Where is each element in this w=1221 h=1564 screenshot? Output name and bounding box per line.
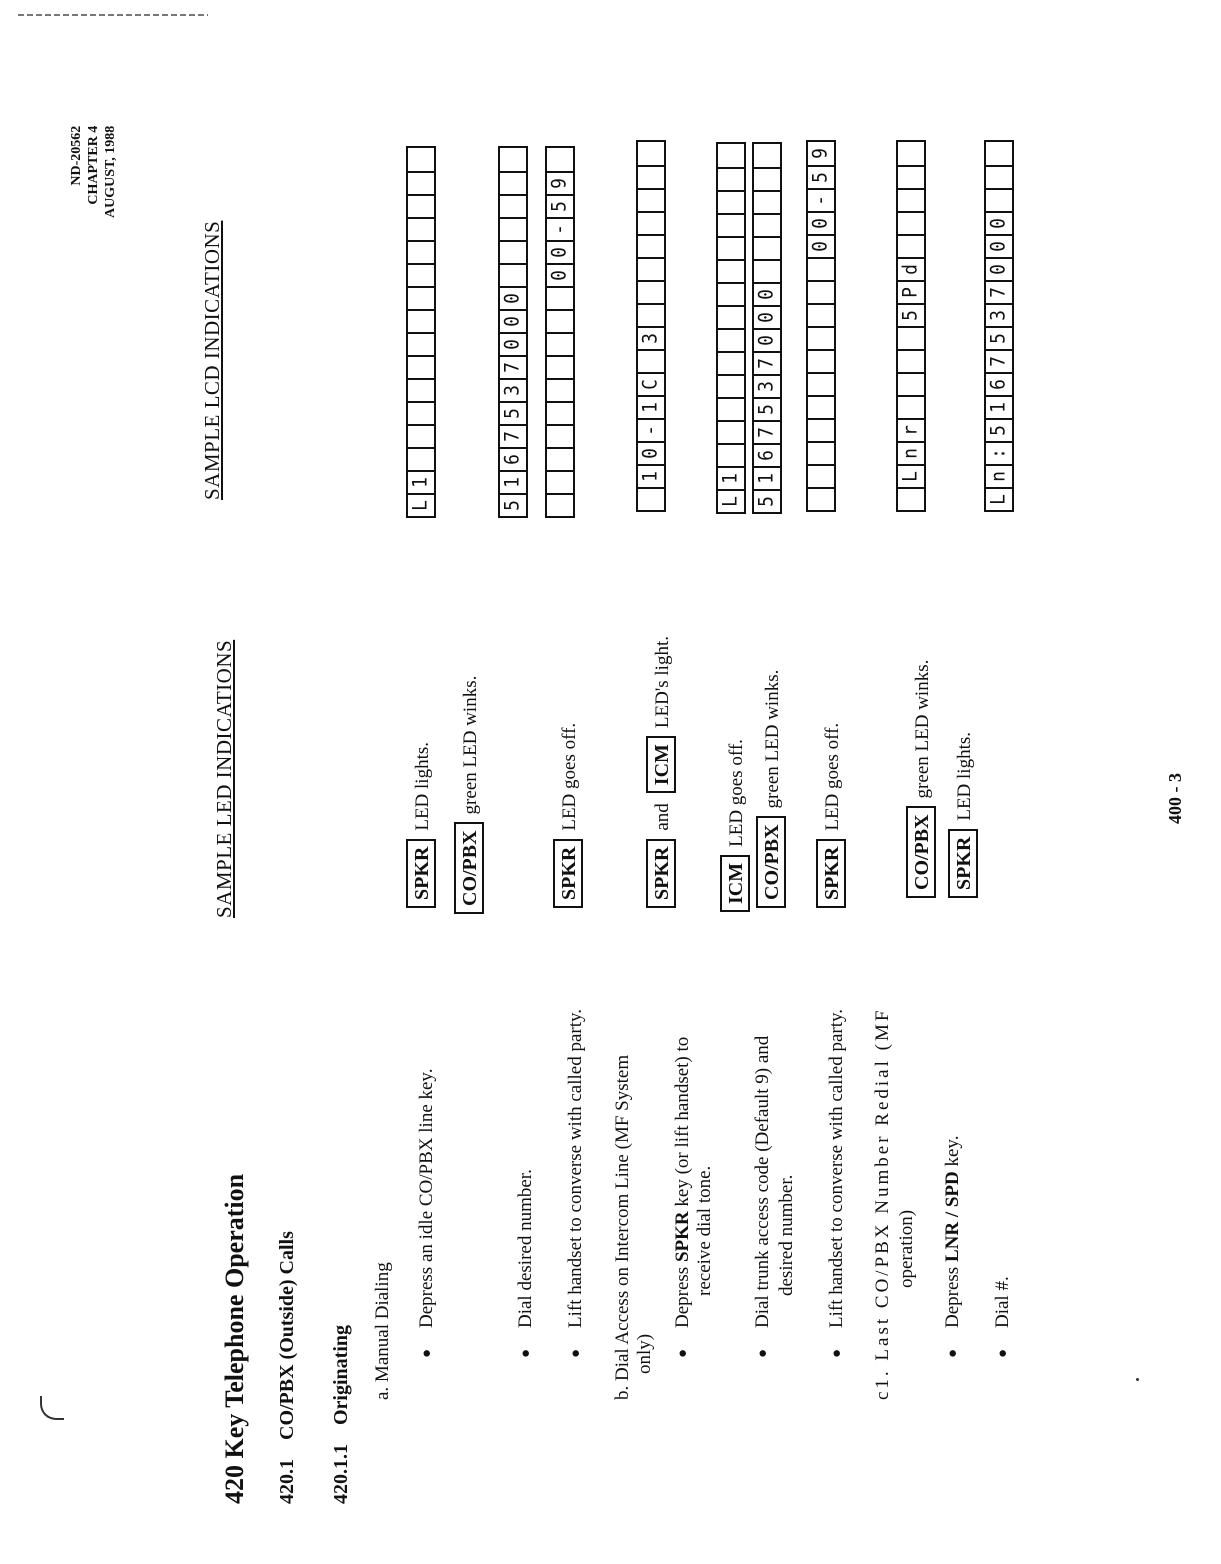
lcd-display xyxy=(806,140,836,512)
lcd-cell: 1 xyxy=(407,470,436,493)
lcd-cell xyxy=(897,326,926,349)
led-indication-3: SPKRLED goes off. xyxy=(553,723,583,908)
lcd-cell: 7 xyxy=(985,280,1014,303)
page-number: 400 - 3 xyxy=(1165,773,1185,824)
lcd-cell xyxy=(546,493,575,516)
lcd-cell: 3 xyxy=(753,374,782,397)
lnr-spd-key-text: LNR / SPD xyxy=(942,1171,963,1263)
led-indication-4: SPKRandICMLED's light. xyxy=(646,636,676,908)
lcd-cell xyxy=(637,211,666,234)
spkr-key: SPKR xyxy=(816,839,846,908)
lcd-cell: 1 xyxy=(717,466,746,489)
lcd-cell xyxy=(637,487,666,510)
co-pbx-key: CO/PBX xyxy=(756,816,786,908)
lcd-cell: L xyxy=(407,493,436,516)
lcd-cell xyxy=(985,188,1014,211)
lcd-cell: P xyxy=(897,280,926,303)
lcd-cell xyxy=(546,470,575,493)
lcd-cell: 0 xyxy=(985,211,1014,234)
led-indication-6: CO/PBXgreen LED winks. xyxy=(756,670,786,908)
lcd-cell: 9 xyxy=(546,171,575,194)
lcd-cell xyxy=(407,148,436,171)
lcd-display xyxy=(896,140,926,512)
lcd-cell: 0 xyxy=(546,263,575,286)
lcd-cell: 7 xyxy=(753,351,782,374)
lcd-cell: 5 xyxy=(897,303,926,326)
lcd-cell xyxy=(546,286,575,309)
page-title: 420 Key Telephone Operation xyxy=(220,1173,249,1504)
lcd-cell: 0 xyxy=(753,328,782,351)
led-indication-5: ICMLED goes off. xyxy=(720,739,750,912)
led-indication-2: CO/PBXgreen LED winks. xyxy=(454,676,484,914)
lcd-cell xyxy=(897,395,926,418)
lcd-cell: 1 xyxy=(637,464,666,487)
lcd-cell: 0 xyxy=(637,441,666,464)
spkr-key-text: SPKR xyxy=(672,1211,693,1263)
subsection-title: CO/PBX (Outside) Calls xyxy=(276,1231,298,1440)
lcd-cell xyxy=(807,257,836,280)
lcd-cell: 0 xyxy=(499,309,528,332)
subsection-title: Originating xyxy=(330,1324,352,1425)
lcd-display xyxy=(636,140,666,512)
item-c-step-2: ● Dial #. xyxy=(992,1276,1014,1328)
item-c-label: c1. Last CO/PBX Number Redial (MF xyxy=(872,1007,893,1400)
subsection-420-1 xyxy=(276,1231,299,1504)
lcd-cell xyxy=(807,280,836,303)
lcd-cell xyxy=(407,217,436,240)
chapter-label: CHAPTER 4 xyxy=(86,125,101,205)
lcd-cell: 3 xyxy=(637,326,666,349)
lcd-cell: 7 xyxy=(499,355,528,378)
item-b-step-1-cont: receive dial tone. xyxy=(694,1165,715,1296)
lcd-display xyxy=(545,146,575,518)
lcd-cell: 6 xyxy=(753,443,782,466)
lcd-cell xyxy=(753,236,782,259)
subsection-number: 420.1.1 xyxy=(330,1444,352,1504)
lcd-cell xyxy=(499,263,528,286)
lcd-cell: C xyxy=(637,372,666,395)
lcd-cell: 0 xyxy=(985,257,1014,280)
lcd-cell: 0 xyxy=(499,286,528,309)
lcd-cell xyxy=(717,236,746,259)
led-indication-7: SPKRLED goes off. xyxy=(816,723,846,908)
led-indication-1: SPKRLED lights. xyxy=(406,742,436,908)
lcd-cell xyxy=(717,305,746,328)
lcd-cell xyxy=(897,211,926,234)
lcd-cell xyxy=(546,447,575,470)
lcd-cell xyxy=(753,144,782,167)
lcd-cell xyxy=(753,259,782,282)
lcd-display xyxy=(406,146,436,518)
item-b-label: b. Dial Access on Intercom Line (MF System xyxy=(612,1054,633,1400)
item-c-step-1: ● Depress LNR / SPD key. xyxy=(942,1136,964,1328)
lcd-cell xyxy=(499,217,528,240)
lcd-cell xyxy=(717,259,746,282)
lcd-cell xyxy=(407,332,436,355)
lcd-cell: 5 xyxy=(753,489,782,512)
lcd-cell xyxy=(807,464,836,487)
doc-number: ND-20562 xyxy=(69,125,84,186)
lcd-cell: 7 xyxy=(753,420,782,443)
lcd-cell xyxy=(807,441,836,464)
item-c-label-cont: operation) xyxy=(896,1209,917,1288)
lcd-display xyxy=(984,140,1014,512)
lcd-cell xyxy=(407,378,436,401)
lcd-cell xyxy=(546,148,575,171)
icm-key: ICM xyxy=(720,855,750,912)
lcd-cell: 9 xyxy=(808,148,832,159)
lcd-cell xyxy=(717,213,746,236)
lcd-cell xyxy=(407,240,436,263)
led-indication-9: SPKRLED lights. xyxy=(948,732,978,898)
lcd-cell xyxy=(807,372,836,395)
item-a-step-1: ● Depress an idle CO/PBX line key. xyxy=(416,1069,438,1328)
lcd-cell: 3 xyxy=(499,378,528,401)
subsection-420-1-1 xyxy=(330,1325,353,1504)
lcd-display xyxy=(498,146,528,518)
lcd-cell: 7 xyxy=(499,424,528,447)
lcd-cell: 1 xyxy=(499,470,528,493)
item-a-label: a. Manual Dialing xyxy=(372,1262,393,1400)
spkr-key: SPKR xyxy=(406,839,436,908)
lcd-cell xyxy=(637,349,666,372)
lcd-cell: 0 xyxy=(807,211,836,234)
lcd-column-header: SAMPLE LCD INDICATIONS xyxy=(200,220,224,500)
lcd-cell xyxy=(753,213,782,236)
item-b-step-1: ● Depress SPKR key (or lift handset) to xyxy=(672,1037,694,1328)
lcd-cell: 0 xyxy=(753,282,782,305)
lcd-cell xyxy=(717,144,746,167)
lcd-cell xyxy=(717,374,746,397)
lcd-cell: d xyxy=(897,257,926,280)
lcd-cell xyxy=(753,167,782,190)
lcd-cell xyxy=(717,190,746,213)
lcd-cell xyxy=(807,418,836,441)
item-b-step-3: ● Lift handset to converse with called party. xyxy=(826,1009,848,1328)
lcd-cell xyxy=(717,328,746,351)
subsection-number: 420.1 xyxy=(276,1459,298,1504)
lcd-cell: n xyxy=(897,441,926,464)
lcd-display xyxy=(716,142,746,514)
lcd-cell: - xyxy=(637,418,666,441)
lcd-cell: n xyxy=(985,464,1014,487)
lcd-cell xyxy=(499,194,528,217)
lcd-cell xyxy=(407,171,436,194)
lcd-display xyxy=(752,142,782,514)
lcd-cell xyxy=(546,424,575,447)
lcd-cell: 5 xyxy=(499,493,528,516)
lcd-cell xyxy=(985,165,1014,188)
lcd-cell xyxy=(407,263,436,286)
lcd-cell: 1 xyxy=(985,395,1014,418)
doc-date: AUGUST, 1988 xyxy=(103,125,118,218)
lcd-cell xyxy=(637,280,666,303)
lcd-cell: 6 xyxy=(985,372,1014,395)
lcd-cell: 5 xyxy=(499,401,528,424)
spkr-key: SPKR xyxy=(646,839,676,908)
lcd-cell: 0 xyxy=(499,332,528,355)
lcd-cell xyxy=(807,487,836,510)
lcd-cell xyxy=(717,443,746,466)
lcd-cell xyxy=(717,282,746,305)
lcd-cell: 5 xyxy=(807,165,836,188)
lcd-cell xyxy=(807,303,836,326)
led-indication-8: CO/PBXgreen LED winks. xyxy=(906,660,936,898)
lcd-cell xyxy=(407,355,436,378)
spkr-key: SPKR xyxy=(553,839,583,908)
lcd-cell xyxy=(897,142,926,165)
lcd-cell xyxy=(546,309,575,332)
lcd-cell xyxy=(407,401,436,424)
lcd-cell xyxy=(897,487,926,510)
lcd-cell: : xyxy=(985,441,1014,464)
lcd-cell xyxy=(546,355,575,378)
lcd-cell xyxy=(407,447,436,470)
lcd-cell xyxy=(717,397,746,420)
lcd-cell: 6 xyxy=(499,447,528,470)
lcd-cell xyxy=(546,332,575,355)
lcd-cell: L xyxy=(897,464,926,487)
lcd-cell xyxy=(807,395,836,418)
lcd-cell xyxy=(499,171,528,194)
lcd-cell: 0 xyxy=(985,234,1014,257)
lcd-cell: 0 xyxy=(807,234,836,257)
lcd-cell xyxy=(637,165,666,188)
lcd-cell xyxy=(897,349,926,372)
item-b-label-cont: only) xyxy=(634,1333,655,1374)
lcd-cell: 3 xyxy=(985,303,1014,326)
lcd-cell: - xyxy=(546,217,575,240)
lcd-cell: 5 xyxy=(985,418,1014,441)
lcd-cell xyxy=(753,190,782,213)
lcd-cell xyxy=(897,188,926,211)
lcd-cell xyxy=(546,401,575,424)
icm-key: ICM xyxy=(646,736,676,793)
lcd-cell xyxy=(407,424,436,447)
lcd-cell xyxy=(407,309,436,332)
lcd-cell xyxy=(499,240,528,263)
lcd-cell: 0 xyxy=(546,240,575,263)
lcd-cell xyxy=(807,349,836,372)
lcd-cell: - xyxy=(807,188,836,211)
lcd-cell xyxy=(407,194,436,217)
led-column-header: SAMPLE LED INDICATIONS xyxy=(212,639,236,918)
lcd-cell: 5 xyxy=(753,397,782,420)
item-b-step-2: ● Dial trunk access code (Default 9) and xyxy=(752,1036,774,1328)
co-pbx-key: CO/PBX xyxy=(454,822,484,914)
lcd-cell xyxy=(637,142,666,165)
lcd-cell xyxy=(637,303,666,326)
lcd-cell xyxy=(717,420,746,443)
lcd-cell xyxy=(717,351,746,374)
lcd-cell: L xyxy=(717,489,746,512)
lcd-cell xyxy=(546,378,575,401)
lcd-cell xyxy=(897,234,926,257)
item-a-step-2: ● Dial desired number. xyxy=(515,1169,537,1328)
lcd-cell xyxy=(717,167,746,190)
lcd-cell: 7 xyxy=(985,349,1014,372)
lcd-cell xyxy=(499,148,528,171)
lcd-cell xyxy=(637,188,666,211)
lcd-cell: 1 xyxy=(637,395,666,418)
lcd-cell: r xyxy=(897,418,926,441)
spkr-key: SPKR xyxy=(948,829,978,898)
lcd-cell: L xyxy=(985,487,1014,510)
lcd-cell xyxy=(897,372,926,395)
lcd-cell xyxy=(897,165,926,188)
lcd-cell xyxy=(807,326,836,349)
lcd-cell xyxy=(407,286,436,309)
lcd-cell: 1 xyxy=(753,466,782,489)
lcd-cell xyxy=(985,142,1014,165)
item-a-step-3: ● Lift handset to converse with called party. xyxy=(565,1009,587,1328)
lcd-cell xyxy=(637,234,666,257)
lcd-cell: 0 xyxy=(753,305,782,328)
document-header xyxy=(68,126,119,218)
lcd-cell: 5 xyxy=(985,326,1014,349)
lcd-cell xyxy=(637,257,666,280)
co-pbx-key: CO/PBX xyxy=(906,806,936,898)
item-b-step-2-cont: desired number. xyxy=(776,1174,797,1296)
lcd-cell: 5 xyxy=(546,194,575,217)
